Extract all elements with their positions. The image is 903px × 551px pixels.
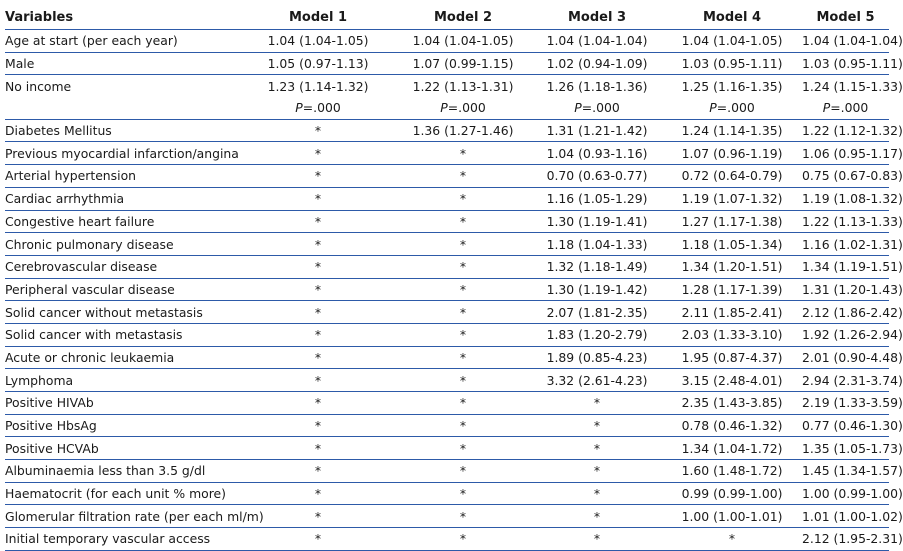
cell-model-1: 1.04 (1.04-1.05) xyxy=(242,30,394,53)
cell-model-3: 1.89 (0.85-4.23) xyxy=(532,346,662,369)
row-variable-label: Glomerular filtration rate (per each ml/m) xyxy=(5,505,242,528)
cell-model-5: 1.01 (1.00-1.02) xyxy=(802,505,889,528)
p-value-symbol: P xyxy=(295,100,303,116)
cell-model-4: * xyxy=(662,528,802,551)
row-variable-label: Age at start (per each year) xyxy=(5,30,242,53)
row-variable-label: Solid cancer with metastasis xyxy=(5,323,242,346)
cell-model-2: 1.07 (0.99-1.15) xyxy=(394,52,532,75)
cell-model-3: * xyxy=(532,392,662,415)
cell-model-4: 1.95 (0.87-4.37) xyxy=(662,346,802,369)
cell-model-1: * xyxy=(242,392,394,415)
cell-model-3: * xyxy=(532,414,662,437)
cell-model-3: * xyxy=(532,528,662,551)
cell-model-2: * xyxy=(394,187,532,210)
header-model-4: Model 4 xyxy=(662,6,802,30)
row-variable-label: Positive HCVAb xyxy=(5,437,242,460)
table-header-row xyxy=(5,6,889,30)
cell-model-2: * xyxy=(394,505,532,528)
cell-model-5: 1.35 (1.05-1.73) xyxy=(802,437,889,460)
header-model-3: Model 3 xyxy=(532,6,662,30)
cell-model-2 xyxy=(394,97,532,119)
cell-model-2: 1.36 (1.27-1.46) xyxy=(394,119,532,142)
cell-model-2: 1.04 (1.04-1.05) xyxy=(394,30,532,53)
cell-model-3: 1.32 (1.18-1.49) xyxy=(532,255,662,278)
cell-model-5: 2.19 (1.33-3.59) xyxy=(802,392,889,415)
row-variable-label: Solid cancer without metastasis xyxy=(5,301,242,324)
cell-model-5: 1.45 (1.34-1.57) xyxy=(802,460,889,483)
cell-model-4: 1.19 (1.07-1.32) xyxy=(662,187,802,210)
cell-model-2: * xyxy=(394,165,532,188)
table-body xyxy=(5,30,903,551)
cell-model-1: * xyxy=(242,142,394,165)
row-variable-label: Peripheral vascular disease xyxy=(5,278,242,301)
cell-model-2: * xyxy=(394,482,532,505)
cell-model-4: 0.72 (0.64-0.79) xyxy=(662,165,802,188)
cell-model-1: 1.05 (0.97-1.13) xyxy=(242,52,394,75)
table-row xyxy=(5,30,889,53)
hazard-ratio-table xyxy=(5,6,903,551)
cell-model-1: * xyxy=(242,278,394,301)
cell-model-4: 2.03 (1.33-3.10) xyxy=(662,323,802,346)
cell-model-3: * xyxy=(532,460,662,483)
header-model-5: Model 5 xyxy=(802,6,889,30)
cell-model-4: 1.07 (0.96-1.19) xyxy=(662,142,802,165)
cell-model-5: 0.75 (0.67-0.83) xyxy=(802,165,889,188)
cell-model-3: 1.83 (1.20-2.79) xyxy=(532,323,662,346)
table-row xyxy=(5,75,889,97)
results-table-container xyxy=(5,6,903,551)
p-value-symbol: P xyxy=(822,100,831,116)
cell-model-4: 0.78 (0.46-1.32) xyxy=(662,414,802,437)
cell-model-3 xyxy=(532,97,662,119)
table-row xyxy=(5,97,889,119)
cell-model-1: * xyxy=(242,482,394,505)
cell-model-2: * xyxy=(394,210,532,233)
cell-model-5: 1.04 (1.04-1.04) xyxy=(802,30,889,53)
cell-model-5: 1.00 (0.99-1.00) xyxy=(802,482,889,505)
cell-model-4: 1.03 (0.95-1.11) xyxy=(662,52,802,75)
cell-model-1: * xyxy=(242,369,394,392)
p-value-symbol: P xyxy=(709,100,717,116)
row-variable-label: Cardiac arrhythmia xyxy=(5,187,242,210)
cell-model-5: 1.06 (0.95-1.17) xyxy=(802,142,889,165)
cell-model-1: * xyxy=(242,301,394,324)
cell-model-1 xyxy=(242,97,394,119)
cell-model-3: 1.02 (0.94-1.09) xyxy=(532,52,662,75)
table-row xyxy=(5,392,889,415)
cell-model-5 xyxy=(802,97,889,119)
p-value-symbol: P xyxy=(574,100,582,116)
cell-model-3: 1.26 (1.18-1.36) xyxy=(546,78,648,94)
row-variable-label: Arterial hypertension xyxy=(5,165,242,188)
cell-model-3: 1.30 (1.19-1.42) xyxy=(532,278,662,301)
row-variable-label: Chronic pulmonary disease xyxy=(5,233,242,256)
cell-model-5: 2.12 (1.86-2.42) xyxy=(802,301,889,324)
cell-model-4: 0.99 (0.99-1.00) xyxy=(662,482,802,505)
cell-model-2: * xyxy=(394,346,532,369)
row-variable-label: Acute or chronic leukaemia xyxy=(5,346,242,369)
cell-model-4: 1.00 (1.00-1.01) xyxy=(662,505,802,528)
cell-model-3: 1.16 (1.05-1.29) xyxy=(532,187,662,210)
cell-model-5: 2.12 (1.95-2.31) xyxy=(802,528,889,551)
row-variable-label: Albuminaemia less than 3.5 g/dl xyxy=(5,460,242,483)
row-variable-label: Lymphoma xyxy=(5,369,242,392)
cell-model-5: 1.24 (1.15-1.33) xyxy=(802,78,903,94)
cell-model-2: * xyxy=(394,460,532,483)
cell-model-1: * xyxy=(242,414,394,437)
row-variable-label: Congestive heart failure xyxy=(5,210,242,233)
table-row xyxy=(5,165,889,188)
cell-model-3: * xyxy=(532,505,662,528)
row-variable-label: Cerebrovascular disease xyxy=(5,255,242,278)
cell-model-4: 1.25 (1.16-1.35) xyxy=(681,78,783,94)
header-model-1: Model 1 xyxy=(242,6,394,30)
table-row xyxy=(5,437,889,460)
cell-model-3: 1.18 (1.04-1.33) xyxy=(532,233,662,256)
cell-model-3: 1.30 (1.19-1.41) xyxy=(532,210,662,233)
cell-model-1: * xyxy=(242,460,394,483)
cell-model-1: 1.23 (1.14-1.32) xyxy=(267,78,369,94)
row-variable-label: Male xyxy=(5,52,242,75)
cell-model-4: 1.28 (1.17-1.39) xyxy=(662,278,802,301)
row-variable-label: Previous myocardial infarction/angina xyxy=(5,142,242,165)
table-row xyxy=(5,346,889,369)
p-value: =.000 xyxy=(716,100,755,116)
table-row xyxy=(5,278,889,301)
cell-model-1: * xyxy=(242,165,394,188)
table-row xyxy=(5,505,889,528)
p-value: =.000 xyxy=(581,100,620,116)
cell-model-1: * xyxy=(242,505,394,528)
table-row xyxy=(5,482,889,505)
cell-model-2: * xyxy=(394,255,532,278)
cell-model-3: * xyxy=(532,437,662,460)
table-row xyxy=(5,369,889,392)
cell-model-1: * xyxy=(242,323,394,346)
table-row xyxy=(5,233,889,256)
cell-model-5: 1.31 (1.20-1.43) xyxy=(802,278,889,301)
cell-model-3: 3.32 (2.61-4.23) xyxy=(532,369,662,392)
cell-model-2: * xyxy=(394,301,532,324)
cell-model-2: * xyxy=(394,369,532,392)
header-model-2: Model 2 xyxy=(394,6,532,30)
cell-model-4 xyxy=(662,97,802,119)
table-row xyxy=(5,210,889,233)
cell-model-2: 1.22 (1.13-1.31) xyxy=(412,78,514,94)
cell-model-2: * xyxy=(394,278,532,301)
cell-model-5: 1.22 (1.12-1.32) xyxy=(802,119,889,142)
row-variable-label: Positive HbsAg xyxy=(5,414,242,437)
row-variable-label xyxy=(5,97,242,119)
cell-model-4: 1.60 (1.48-1.72) xyxy=(662,460,802,483)
cell-model-5: 1.34 (1.19-1.51) xyxy=(802,255,889,278)
table-row xyxy=(5,255,889,278)
p-value-symbol: P xyxy=(440,100,448,116)
cell-model-5: 1.03 (0.95-1.11) xyxy=(802,52,889,75)
cell-model-1: * xyxy=(242,119,394,142)
table-row xyxy=(5,301,889,324)
cell-model-1: * xyxy=(242,437,394,460)
p-value: =.000 xyxy=(302,100,341,116)
cell-model-5: 0.77 (0.46-1.30) xyxy=(802,414,889,437)
cell-model-5: 2.94 (2.31-3.74) xyxy=(802,369,889,392)
table-row xyxy=(5,323,889,346)
cell-model-3: * xyxy=(532,482,662,505)
table-row xyxy=(5,187,889,210)
cell-model-2: * xyxy=(394,437,532,460)
cell-model-1: * xyxy=(242,210,394,233)
cell-model-4: 1.04 (1.04-1.05) xyxy=(662,30,802,53)
cell-model-1: * xyxy=(242,255,394,278)
cell-model-1: * xyxy=(242,528,394,551)
cell-model-4: 3.15 (2.48-4.01) xyxy=(662,369,802,392)
cell-model-4: 1.18 (1.05-1.34) xyxy=(662,233,802,256)
cell-model-4: 2.11 (1.85-2.41) xyxy=(662,301,802,324)
cell-model-1: * xyxy=(242,187,394,210)
cell-model-4: 1.27 (1.17-1.38) xyxy=(662,210,802,233)
cell-model-3: 1.04 (0.93-1.16) xyxy=(532,142,662,165)
table-row xyxy=(5,460,889,483)
cell-model-2: * xyxy=(394,142,532,165)
cell-model-1: * xyxy=(242,346,394,369)
cell-model-3: 2.07 (1.81-2.35) xyxy=(532,301,662,324)
cell-model-5: 2.01 (0.90-4.48) xyxy=(802,346,889,369)
table-row xyxy=(5,119,889,142)
p-value: =.000 xyxy=(447,100,486,116)
cell-model-5: 1.19 (1.08-1.32) xyxy=(802,187,889,210)
cell-model-4: 1.24 (1.14-1.35) xyxy=(662,119,802,142)
header-variables: Variables xyxy=(5,6,242,30)
table-row xyxy=(5,528,889,551)
row-variable-label: Haematocrit (for each unit % more) xyxy=(5,482,242,505)
cell-model-2: * xyxy=(394,233,532,256)
cell-model-1: * xyxy=(242,233,394,256)
cell-model-2: * xyxy=(394,528,532,551)
cell-model-5: 1.92 (1.26-2.94) xyxy=(802,323,889,346)
row-variable-label: Initial temporary vascular access xyxy=(5,528,242,551)
cell-model-2: * xyxy=(394,414,532,437)
cell-model-3: 1.31 (1.21-1.42) xyxy=(532,119,662,142)
cell-model-3: 1.04 (1.04-1.04) xyxy=(532,30,662,53)
cell-model-2: * xyxy=(394,392,532,415)
cell-model-5: 1.22 (1.13-1.33) xyxy=(802,210,889,233)
cell-model-2: * xyxy=(394,323,532,346)
cell-model-4: 2.35 (1.43-3.85) xyxy=(662,392,802,415)
cell-model-4: 1.34 (1.20-1.51) xyxy=(662,255,802,278)
cell-model-3: 0.70 (0.63-0.77) xyxy=(532,165,662,188)
row-variable-label: Diabetes Mellitus xyxy=(5,119,242,142)
table-row xyxy=(5,142,889,165)
table-row xyxy=(5,414,889,437)
cell-model-4: 1.34 (1.04-1.72) xyxy=(662,437,802,460)
row-variable-label: No income xyxy=(5,78,72,94)
cell-model-5: 1.16 (1.02-1.31) xyxy=(802,233,889,256)
row-variable-label: Positive HIVAb xyxy=(5,392,242,415)
p-value: =.000 xyxy=(830,100,869,116)
table-row xyxy=(5,52,889,75)
